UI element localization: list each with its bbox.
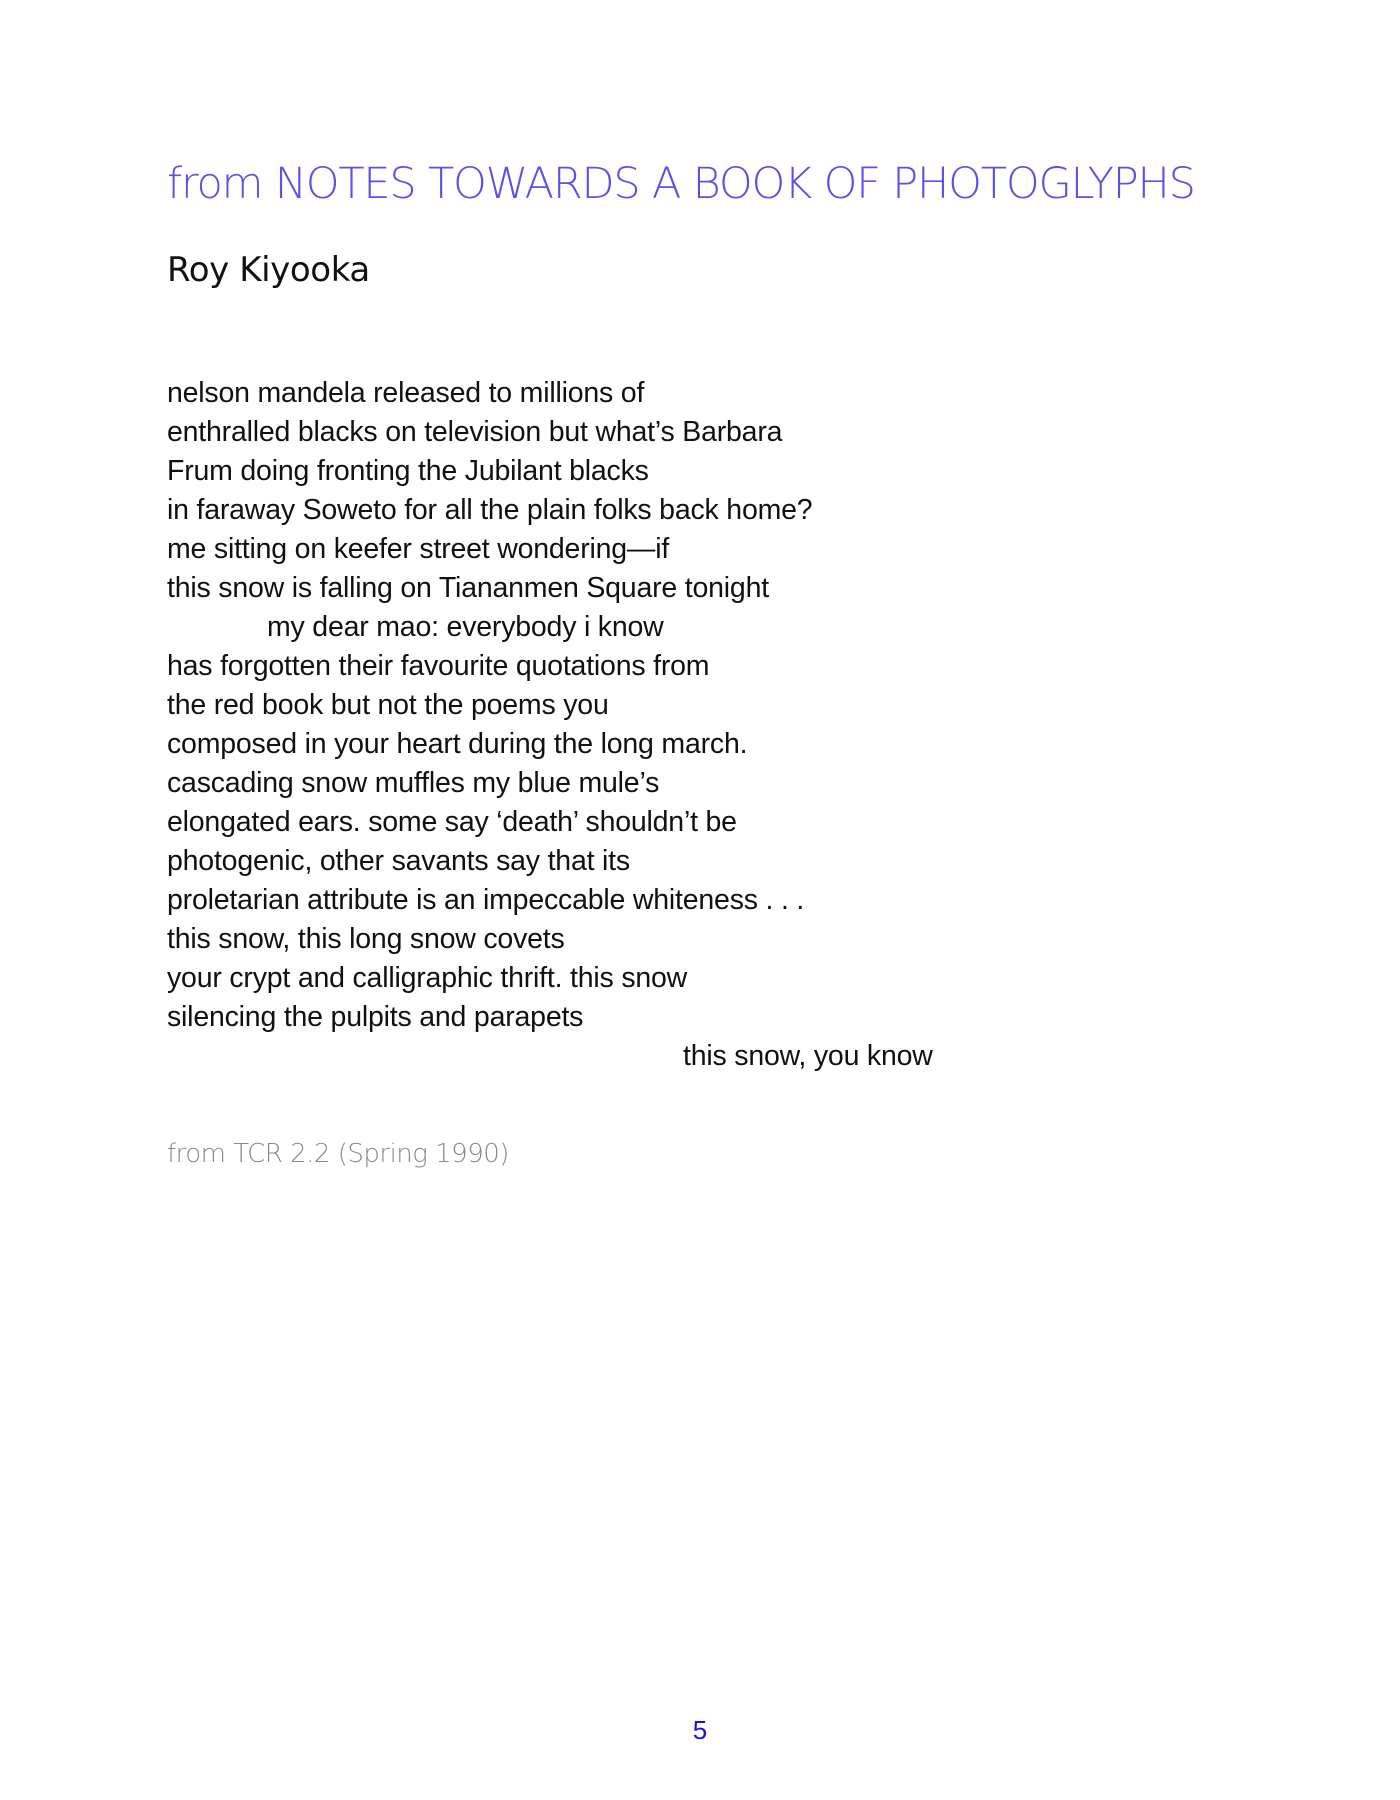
poem-line: proletarian attribute is an impeccable whiteness . . .	[167, 884, 805, 916]
poem-line: nelson mandela released to millions of	[167, 377, 645, 409]
poem-line: cascading snow muffles my blue mule’s	[167, 767, 660, 799]
poem-title: from NOTES TOWARDS A BOOK OF PHOTOGLYPHS	[167, 159, 1195, 209]
poem-line: photogenic, other savants say that its	[167, 845, 630, 877]
poem-line: silencing the pulpits and parapets	[167, 1001, 584, 1033]
poem-body	[167, 374, 933, 1076]
poem-line: this snow, this long snow covets	[167, 923, 565, 955]
poem-line: your crypt and calligraphic thrift. this snow	[167, 962, 688, 994]
poem-line-indented: my dear mao: everybody i know	[267, 611, 664, 643]
poem-line: has forgotten their favourite quotations from	[167, 650, 710, 682]
poem-line: the red book but not the poems you	[167, 689, 609, 721]
poem-line-right-offset: this snow, you know	[683, 1040, 933, 1072]
poem-line: this snow is falling on Tiananmen Square tonight	[167, 572, 769, 604]
poem-line: Frum doing fronting the Jubilant blacks	[167, 455, 649, 487]
page-number: 5	[692, 1715, 708, 1745]
source-citation: from TCR 2.2 (Spring 1990)	[167, 1139, 509, 1169]
poem-line: me sitting on keefer street wondering—if	[167, 533, 670, 565]
poem-line: elongated ears. some say ‘death’ shouldn’t be	[167, 806, 737, 838]
poem-line: composed in your heart during the long march.	[167, 728, 748, 760]
author-name: Roy Kiyooka	[167, 250, 370, 290]
poem-line: enthralled blacks on television but what’s Barbara	[167, 416, 783, 448]
poem-line: in faraway Soweto for all the plain folks back home?	[167, 494, 813, 526]
